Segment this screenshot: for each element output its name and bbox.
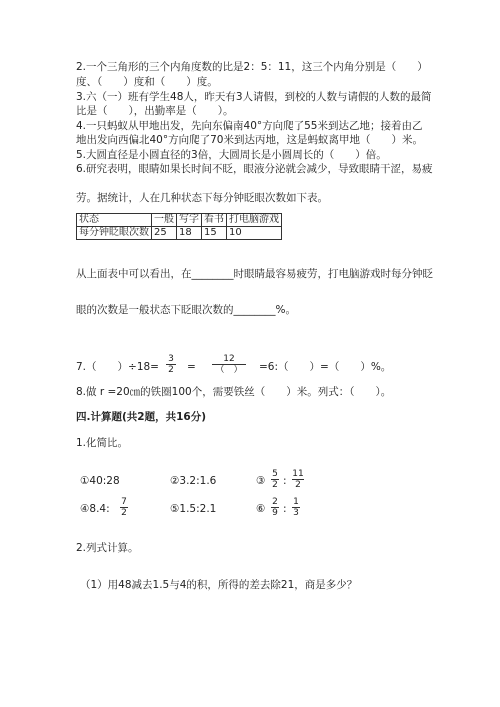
fraction-numerator: 3 <box>168 354 174 364</box>
table-header-cell: 写字 <box>177 214 202 227</box>
q4-line2: 地出发向西偏北40°方向爬了70米到达丙地，这是蚂蚁离甲地（ ）米。 <box>76 134 423 146</box>
fraction-denominator: （ ） <box>215 365 243 375</box>
table-cell: 18 <box>177 227 202 240</box>
table-header-row <box>77 214 282 227</box>
table-cell: 15 <box>202 227 227 240</box>
blink-table <box>76 213 282 240</box>
table-header-cell: 打电脑游戏 <box>227 214 282 227</box>
simplify-item-6-fraction-a <box>271 497 279 518</box>
fraction-denominator: 2 <box>168 365 174 375</box>
simplify-item-5: ⑤1.5:2.1 <box>170 503 217 515</box>
q2-line1: 2.一个三角形的三个内角度数的比是2：5：11，这三个内角分别是（ ） <box>76 61 428 73</box>
calc-question-1: （1）用48减去1.5与4的积，所得的差去除21，商是多少？ <box>80 579 358 591</box>
table-header-cell: 看书 <box>202 214 227 227</box>
table-cell: 25 <box>152 227 177 240</box>
fraction-denominator: 9 <box>272 508 278 518</box>
q3-line1: 3.六（一）班有学生48人，昨天有3人请假，到校的人数与请假的人数的最简 <box>76 91 432 103</box>
fraction-denominator: 3 <box>293 508 299 518</box>
q7-prefix: 7.（ ）÷18= <box>76 361 159 373</box>
table-header-cell: 一般 <box>152 214 177 227</box>
fraction-numerator: 2 <box>272 497 278 507</box>
q4-line1: 4.一只蚂蚁从甲地出发，先向东偏南40°方向爬了55米到达乙地；接着由乙 <box>76 120 423 132</box>
simplify-item-3-fraction-b <box>292 469 304 490</box>
simplify-item-2: ②3.2:1.6 <box>170 475 217 487</box>
q7-suffix: =6:（ ）=（ ）%。 <box>259 361 392 373</box>
q7-fraction-1 <box>166 354 176 375</box>
simplify-item-4-prefix: ④8.4: <box>80 503 110 515</box>
simplify-item-6-prefix: ⑥ <box>256 503 266 515</box>
section4-title: 四.计算题(共2题，共16分) <box>76 411 207 423</box>
simplify-item-3-fraction-a <box>271 469 279 490</box>
fraction-denominator: 2 <box>295 480 301 490</box>
simplify-item-3-prefix: ③ <box>256 475 266 487</box>
sub2-title: 2.列式计算。 <box>76 542 139 554</box>
q2-line2: 度、（ ）度和（ ）度。 <box>76 76 218 88</box>
fraction-numerator: 12 <box>223 354 235 364</box>
fraction-numerator: 5 <box>272 469 278 479</box>
ratio-colon: : <box>283 503 287 515</box>
q7-equals: = <box>187 361 196 373</box>
simplify-item-4-fraction <box>120 497 128 518</box>
table-row <box>77 227 282 240</box>
q3-line2: 比是（ ），出勤率是（ ）。 <box>76 105 234 117</box>
fraction-numerator: 7 <box>121 497 127 507</box>
table-row-label: 每分钟眨眼次数 <box>77 227 152 240</box>
table-cell: 10 <box>227 227 282 240</box>
simplify-item-1: ①40:28 <box>80 475 120 487</box>
q6-line2: 劳。据统计，人在几种状态下每分钟眨眼次数如下表。 <box>76 192 328 204</box>
q7-fraction-2 <box>212 354 246 375</box>
q5-line1: 5.大圆直径是小圆直径的3倍，大圆周长是小圆周长的（ ）倍。 <box>76 149 387 161</box>
simplify-item-6-fraction-b <box>292 497 300 518</box>
fraction-numerator: 11 <box>292 469 304 479</box>
table-header-cell: 状态 <box>77 214 152 227</box>
sub1-title: 1.化简比。 <box>76 437 129 449</box>
fraction-numerator: 1 <box>293 497 299 507</box>
q6-line4: 眼的次数是一般状态下眨眼次数的________%。 <box>76 304 296 316</box>
fraction-denominator: 2 <box>272 480 278 490</box>
q6-line1: 6.研究表明，眼睛如果长时间不眨，眼液分泌就会减少，导致眼睛干涩，易疲 <box>76 163 433 175</box>
fraction-denominator: 2 <box>121 508 127 518</box>
q6-line3: 从上面表中可以看出，在________时眼睛最容易疲劳，打电脑游戏时每分钟眨 <box>76 268 433 280</box>
ratio-colon: : <box>283 475 287 487</box>
q8-line1: 8.做 r =20㎝的铁圈100个，需要铁丝（ ）米。列式：（ ）。 <box>76 386 392 398</box>
